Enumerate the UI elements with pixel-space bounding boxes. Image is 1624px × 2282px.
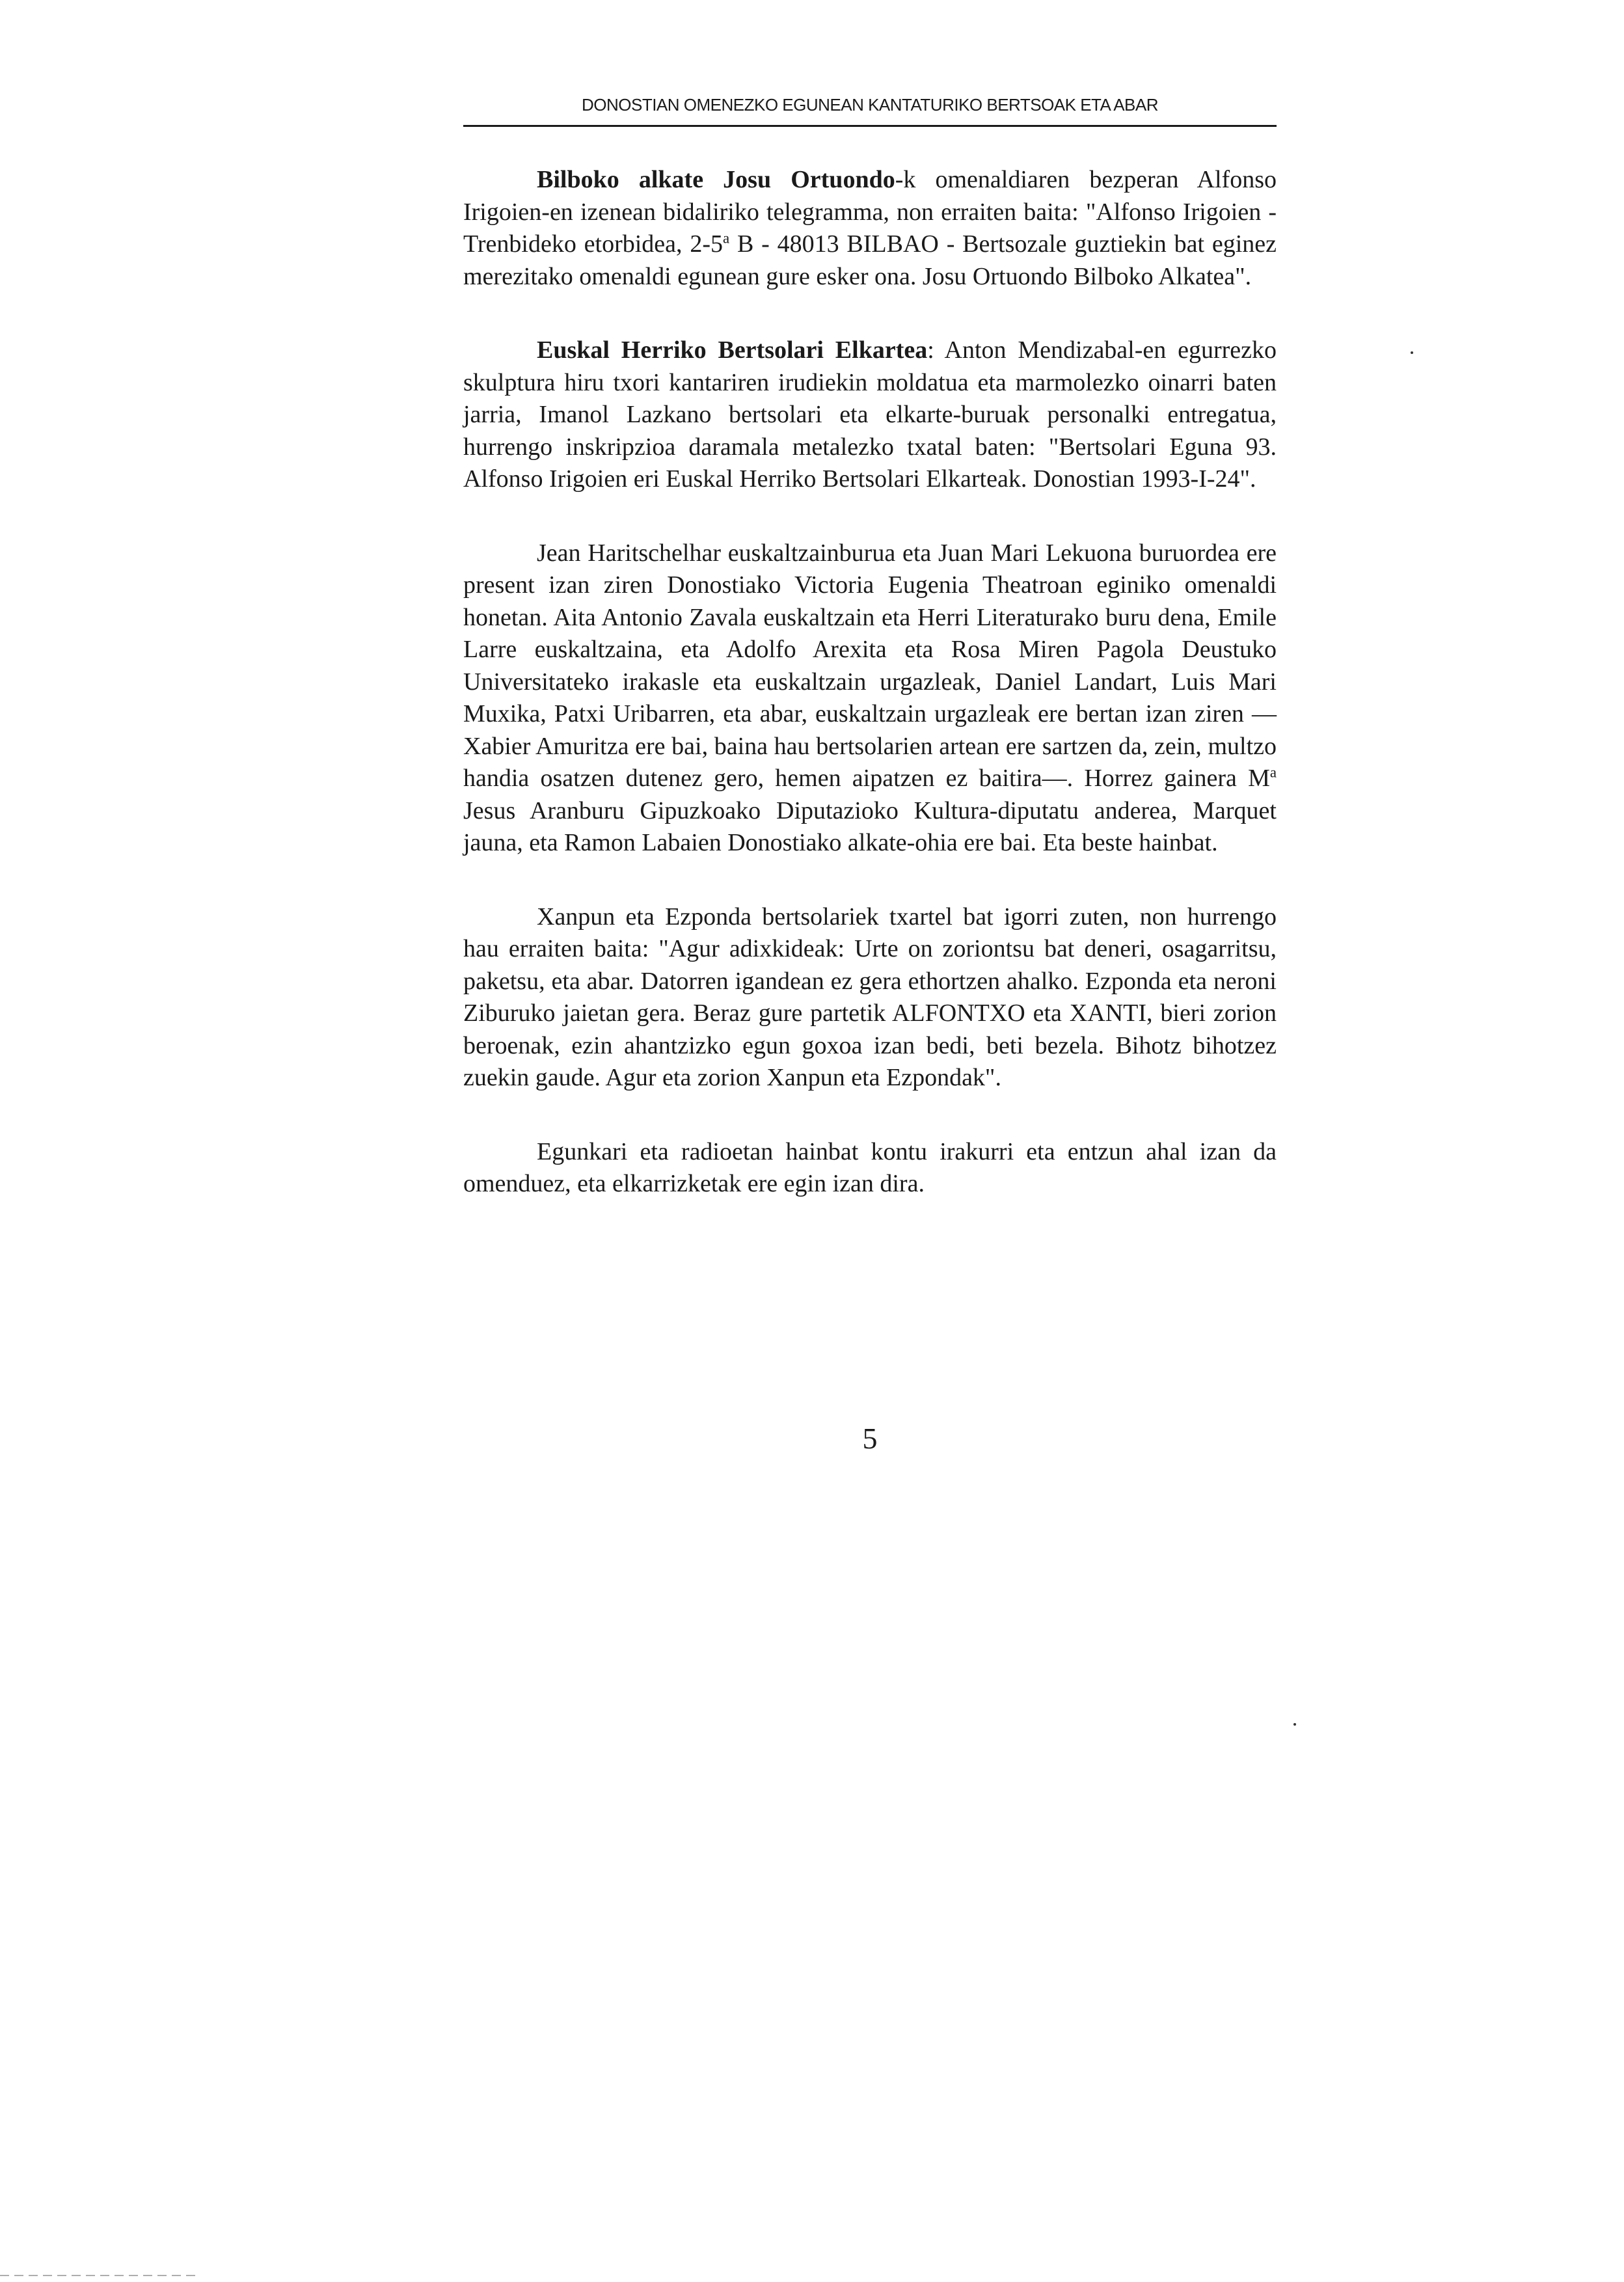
paragraph-egunkari (463, 1136, 1277, 1201)
paragraph-text: Egunkari eta radioetan hainbat kontu irakurri eta entzun ahal izan da omenduez, eta elkarrizketak ere egin izan dira. (463, 1137, 1277, 1197)
body-text (463, 164, 1277, 1242)
header-rule (463, 125, 1277, 127)
ordinal-indicator: a (723, 230, 730, 247)
paragraph-bilboko-alkate (463, 164, 1277, 293)
scan-speck (1411, 351, 1413, 354)
paragraph-text: Xanpun eta Ezponda bertsolariek txartel bat igorri zuten, non hurrengo hau erraiten baita: "Agur adixkideak: Urte on zoriontsu bat deneri, osagarritsu, paketsu, eta abar. Datorren igandean ez gera ethortzen ahalko. Ezponda eta neroni Ziburuko jaietan gera. Beraz gure partetik ALFONTXO eta XANTI, bieri zorion beroenak, ezin ahantzizko egun goxoa izan bedi, beti bezela. Bihotz bihotzez zuekin gaude. Agur eta zorion Xanpun eta Ezpondak". (463, 903, 1277, 1091)
paragraph-lead: Bilboko alkate Josu Ortuondo (537, 166, 895, 193)
paragraph-text: : Anton Mendizabal-en egurrezko skulptura hiru txori kantariren irudiekin moldatua eta marmolezko oinarri baten jarria, Imanol Lazkano bertsolari eta elkarte-buruak personalki entregatua, hurrengo inskripzioa daramala metalezko txatal baten: "Bertsolari Eguna 93. Alfonso Irigoien eri Euskal Herriko Bertsolari Elkarteak. Donostian 1993-I-24". (463, 336, 1277, 493)
paragraph-bertsolari-elkartea (463, 334, 1277, 496)
paragraph-lead: Euskal Herriko Bertsolari Elkartea (537, 336, 928, 364)
scan-edge-artifact (0, 2275, 195, 2276)
paragraph-text: Jean Haritschelhar euskaltzainburua eta Juan Mari Lekuona buruordea ere present izan ziren Donostiako Victoria Eugenia Theatroan eginiko omenaldi honetan. Aita Antonio Zavala euskaltzain eta Herri Literaturako buru dena, Emile Larre euskaltzaina, eta Adolfo Arexita eta Rosa Miren Pagola Deustuko Universitateko irakasle eta euskaltzain urgazleak, Daniel Landart, Luis Mari Muxika, Patxi Uribarren, eta abar, euskaltzain urgazleak ere bertan izan ziren —Xabier Amuritza ere bai, baina hau bertsolarien artean ere sartzen da, zein, multzo handia osatzen dutenez gero, hemen aipatzen ez baitira—. Horrez gainera M (463, 539, 1277, 792)
paragraph-attendees (463, 537, 1277, 860)
running-head-title: DONOSTIAN OMENEZKO EGUNEAN KANTATURIKO BERTSOAK ETA ABAR (581, 95, 1158, 115)
paragraph-text: -k omenaldiaren bezperan Alfonso Irigoien-en izenean bidaliriko telegramma, non erraiten baita: "Alfonso Irigoien - Trenbideko etorbidea, 2-5 (463, 166, 1277, 258)
paragraph-text-continued: Jesus Aranburu Gipuzkoako Diputazioko Kultura-diputatu anderea, Marquet jauna, eta Ramon Labaien Donostiako alkate-ohia ere bai. Eta beste hainbat. (463, 796, 1277, 856)
page-number: 5 (862, 1422, 878, 1455)
ordinal-indicator: a (1269, 764, 1277, 781)
paragraph-text-continued: B - 48013 BILBAO - Bertsozale guztiekin bat eginez merezitako omenaldi egunean gure esker ona. Josu Ortuondo Bilboko Alkatea". (463, 230, 1277, 290)
scan-speck (1293, 1723, 1296, 1726)
paragraph-xanpun-ezponda (463, 901, 1277, 1094)
